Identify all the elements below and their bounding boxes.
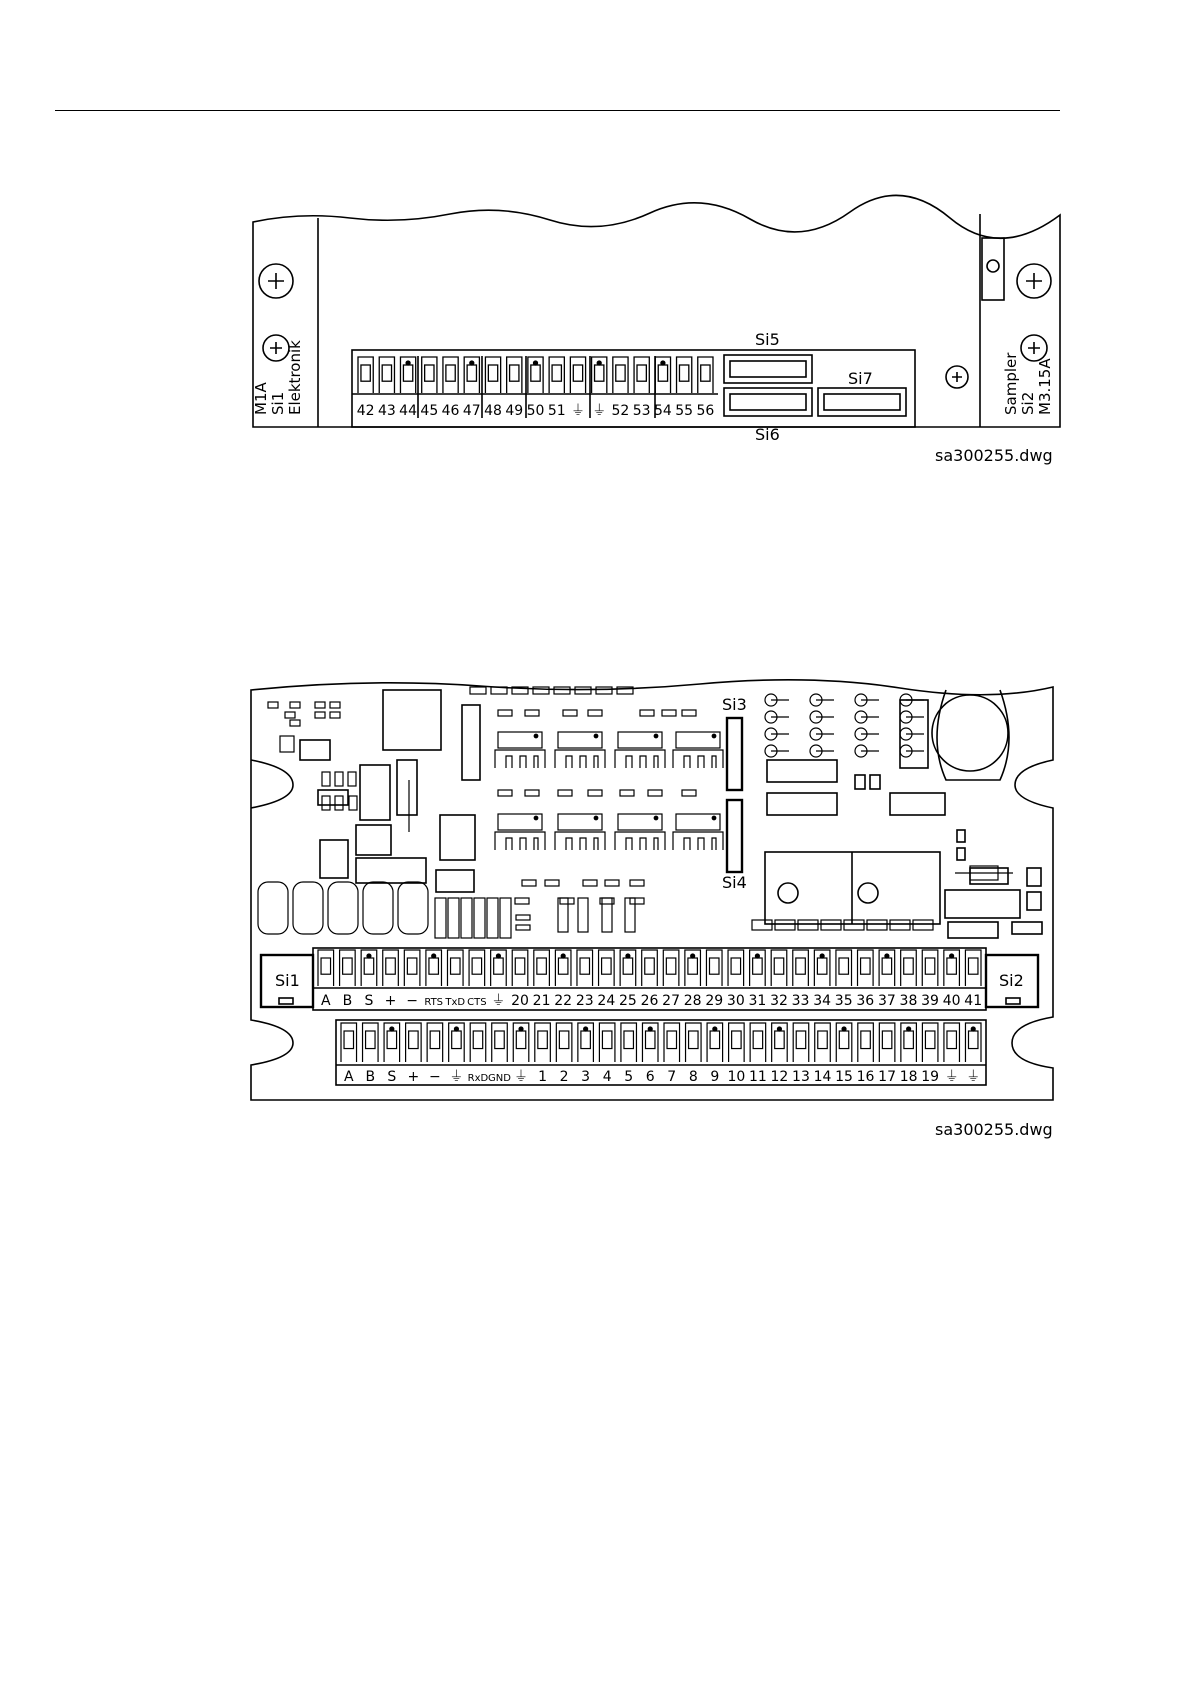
terminal-number-15: 55: [675, 403, 694, 419]
lower-terminal-2: S: [387, 1069, 397, 1085]
label-si7: Si7: [848, 369, 873, 388]
terminal-number-7: 49: [505, 403, 524, 419]
label-m1a: M1A: [252, 382, 270, 415]
terminal-number-5: 47: [462, 403, 481, 419]
upper-terminal-3: +: [384, 993, 397, 1009]
upper-terminal-9: 20: [511, 993, 529, 1009]
lower-terminal-22: 14: [813, 1069, 832, 1085]
lower-terminal-15: 7: [667, 1069, 677, 1085]
upper-terminal-4: −: [406, 993, 418, 1009]
label-si2: Si2: [1019, 391, 1037, 415]
lower-terminal-17: 9: [710, 1069, 720, 1085]
upper-terminal-0: A: [321, 993, 331, 1009]
label-si1: Si1: [269, 391, 287, 415]
lower-terminal-26: 18: [899, 1069, 918, 1085]
label-elektronik: Elektronik: [286, 340, 304, 415]
terminal-number-3: 45: [420, 403, 439, 419]
upper-terminal-29: 40: [942, 993, 961, 1009]
diagram1-vertical-left: [252, 340, 304, 415]
lower-terminal-0: A: [343, 1069, 354, 1085]
lower-terminal-21: 13: [792, 1069, 810, 1085]
upper-terminal-8: ⏚: [491, 993, 506, 1009]
lower-terminal-19: 11: [748, 1069, 767, 1085]
label-si2-pcb: Si2: [999, 971, 1024, 990]
lower-terminal-12: 4: [602, 1069, 612, 1085]
lower-terminal-6: RxD: [467, 1073, 489, 1084]
fuse-holders-1: [724, 355, 906, 416]
lower-terminal-14: 6: [645, 1069, 655, 1085]
terminal-number-12: 52: [611, 403, 630, 419]
pcb-diagram: [251, 680, 1053, 1100]
terminal-number-4: 46: [441, 403, 460, 419]
label-sampler: Sampler: [1002, 352, 1020, 415]
lower-terminal-24: 16: [856, 1069, 875, 1085]
lower-terminal-29: ⏚: [966, 1069, 981, 1085]
lower-terminal-9: 1: [538, 1069, 548, 1085]
upper-terminal-19: 30: [726, 993, 745, 1009]
terminal-number-10: ⏚: [570, 403, 585, 419]
lower-terminal-7: GND: [488, 1073, 511, 1084]
upper-terminal-17: 28: [683, 993, 702, 1009]
label-si3: Si3: [722, 695, 747, 714]
upper-terminal-5: RTS: [424, 997, 444, 1008]
terminal-number-6: 48: [484, 403, 502, 419]
terminal-number-0: 42: [356, 403, 375, 419]
terminal-number-14: 54: [653, 403, 672, 419]
file-caption-2: sa300255.dwg: [935, 1120, 1053, 1139]
label-si5: Si5: [755, 330, 780, 349]
upper-terminal-14: 25: [619, 993, 637, 1009]
terminal-labels-upper: [321, 993, 982, 1009]
upper-terminal-15: 26: [640, 993, 659, 1009]
lower-terminal-11: 3: [581, 1069, 591, 1085]
diagram1-vertical-right: [1002, 352, 1054, 415]
upper-terminal-27: 38: [899, 993, 918, 1009]
upper-terminal-22: 33: [791, 993, 810, 1009]
upper-terminal-7: CTS: [467, 997, 487, 1008]
label-si1-pcb: Si1: [275, 971, 300, 990]
lower-terminal-28: ⏚: [944, 1069, 959, 1085]
terminal-number-9: 51: [547, 403, 566, 419]
lower-terminal-25: 17: [878, 1069, 897, 1085]
lower-terminal-8: ⏚: [514, 1069, 529, 1085]
upper-terminal-28: 39: [921, 993, 939, 1009]
terminal-number-8: 50: [526, 403, 545, 419]
lower-terminal-27: 19: [921, 1069, 940, 1085]
terminal-numbers-1: [357, 403, 715, 419]
label-si6: Si6: [755, 425, 780, 444]
lower-terminal-23: 15: [835, 1069, 853, 1085]
lower-terminal-16: 8: [688, 1069, 698, 1085]
upper-terminal-26: 37: [877, 993, 896, 1009]
upper-terminal-6: TxD: [445, 997, 466, 1008]
terminal-number-11: ⏚: [592, 403, 607, 419]
upper-terminal-25: 36: [856, 993, 875, 1009]
terminal-cells-1: [358, 357, 713, 393]
label-m315a: M3.15A: [1036, 358, 1054, 415]
lower-terminal-10: 2: [559, 1069, 569, 1085]
upper-terminal-20: 31: [748, 993, 767, 1009]
upper-terminal-10: 21: [532, 993, 551, 1009]
file-caption-1: sa300255.dwg: [935, 446, 1053, 465]
upper-terminal-1: B: [342, 993, 353, 1009]
upper-terminal-18: 29: [705, 993, 724, 1009]
lower-terminal-3: +: [407, 1069, 420, 1085]
terminal-number-1: 43: [377, 403, 396, 419]
terminal-number-2: 44: [399, 403, 418, 419]
upper-terminal-30: 41: [964, 993, 983, 1009]
terminal-number-16: 56: [696, 403, 715, 419]
upper-terminal-2: S: [364, 993, 374, 1009]
lower-terminal-4: −: [429, 1069, 441, 1085]
upper-terminal-16: 27: [662, 993, 680, 1009]
upper-terminal-23: 34: [813, 993, 832, 1009]
upper-terminal-24: 35: [834, 993, 853, 1009]
lower-terminal-5: ⏚: [449, 1069, 464, 1085]
housing-diagram: [253, 195, 1060, 427]
terminal-number-13: 53: [632, 403, 651, 419]
lower-terminal-18: 10: [727, 1069, 746, 1085]
label-si4: Si4: [722, 873, 747, 892]
upper-terminal-13: 24: [597, 993, 616, 1009]
upper-terminal-12: 23: [575, 993, 594, 1009]
terminal-labels-lower: [344, 1069, 980, 1085]
lower-terminal-20: 12: [770, 1069, 789, 1085]
lower-terminal-13: 5: [624, 1069, 634, 1085]
upper-terminal-11: 22: [554, 993, 573, 1009]
lower-terminal-1: B: [365, 1069, 376, 1085]
upper-terminal-21: 32: [770, 993, 788, 1009]
